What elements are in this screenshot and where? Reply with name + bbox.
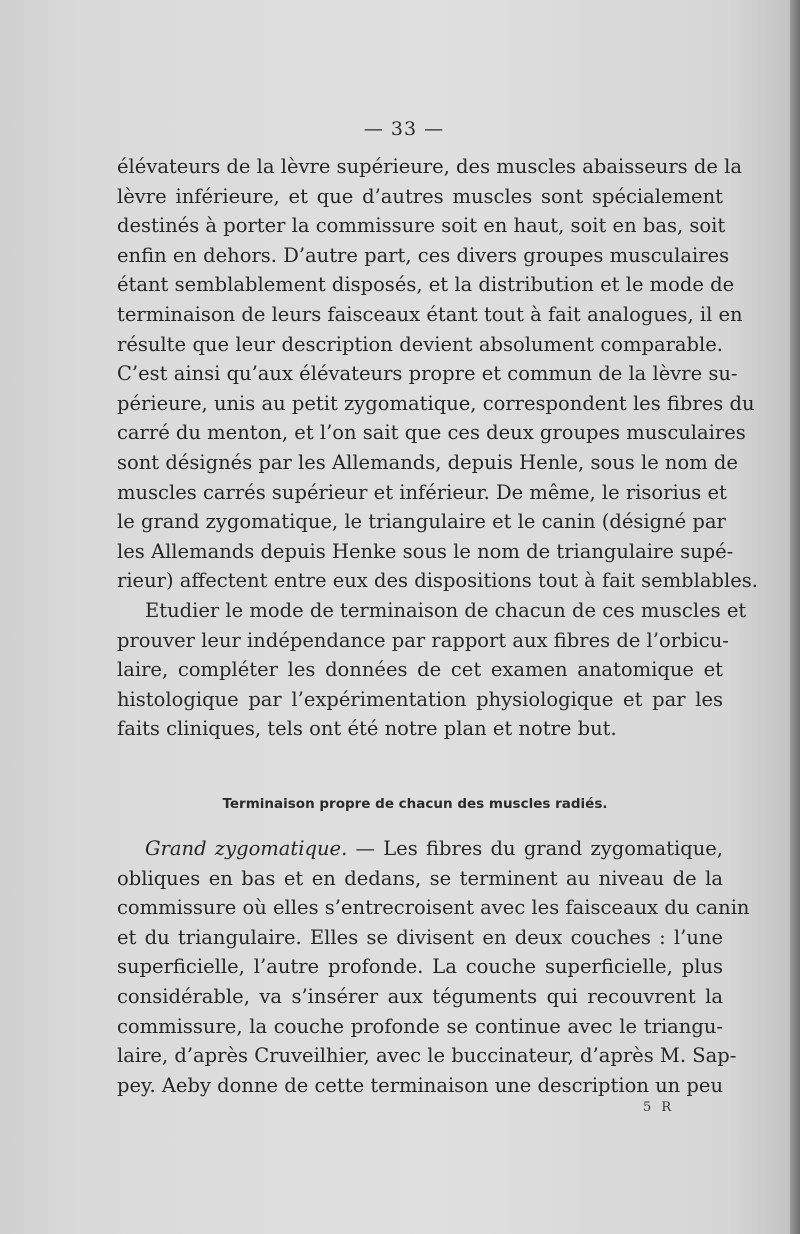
text-line: enfin en dehors. D’autre part, ces divers groupes musculaires xyxy=(117,243,730,267)
text-line: obliques en bas et en dedans, se terminent au niveau de la xyxy=(117,866,723,890)
page-number: — 33 — xyxy=(363,118,445,140)
text-line: périeure, unis au petit zygomatique, correspondent les fibres du xyxy=(117,391,755,415)
signature-mark: 5 R xyxy=(643,1100,675,1115)
text-line: terminaison de leurs faisceaux étant tout à fait analogues, il en xyxy=(117,302,743,326)
text-line: résulte que leur description devient absolument comparable. xyxy=(117,332,723,356)
text-line: commissure où elles s’entrecroisent avec les faisceaux du canin xyxy=(117,896,750,920)
text-line: laire, d’après Cruveilhier, avec le buccinateur, d’après M. Sap- xyxy=(117,1044,737,1068)
text-line: commissure, la couche profonde se continue avec le triangu- xyxy=(117,1014,723,1038)
italic-lead: Grand zygomatique. xyxy=(145,837,348,860)
text-line: élévateurs de la lèvre supérieure, des muscles abaisseurs de la xyxy=(117,155,742,178)
text-line: C’est ainsi qu’aux élévateurs propre et commun de la lèvre su- xyxy=(117,362,738,386)
paragraph-intro xyxy=(117,152,758,744)
text-line: carré du menton, et l’on sait que ces deux groupes musculaires xyxy=(117,421,746,445)
text-line-lead xyxy=(117,834,723,864)
text-line: et du triangulaire. Elles se divisent en deux couches : l’une xyxy=(117,925,723,949)
text-line: sont désignés par les Allemands, depuis Henle, sous le nom de xyxy=(117,450,738,474)
text-line: considérable, va s’insérer aux téguments qui recouvrent la xyxy=(117,984,723,1008)
text-line: prouver leur indépendance par rapport aux fibres de l’orbicu- xyxy=(117,628,729,652)
text-line: le grand zygomatique, le triangulaire et le canin (désigné par xyxy=(117,510,726,534)
text-line: rieur) affectent entre eux des dispositions tout à fait semblables. xyxy=(117,569,758,593)
text-line: faits cliniques, tels ont été notre plan et notre but. xyxy=(117,717,617,741)
text-line: destinés à porter la commissure soit en haut, soit en bas, soit xyxy=(117,214,726,238)
paragraph-grand-zygomatique xyxy=(117,834,750,1100)
text-line: histologique par l’expérimentation physiologique et par les xyxy=(117,687,723,711)
text-line: étant semblablement disposés, et la distribution et le mode de xyxy=(117,273,735,297)
text-line: superficielle, l’autre profonde. La couche superficielle, plus xyxy=(117,955,723,979)
page-edge-shadow xyxy=(790,0,800,1234)
section-heading: Terminaison propre de chacun des muscles radiés. xyxy=(222,796,608,812)
text-line: pey. Aeby donne de cette terminaison une description un peu xyxy=(117,1073,724,1097)
text-line: muscles carrés supérieur et inférieur. De même, le risorius et xyxy=(117,480,727,504)
text-line: Etudier le mode de terminaison de chacun de ces muscles et xyxy=(145,598,747,622)
text-line: les Allemands depuis Henke sous le nom de triangulaire supé- xyxy=(117,539,734,563)
text-line: laire, compléter les données de cet examen anatomique et xyxy=(117,658,723,682)
lead-rest: — Les fibres du grand zygomatique, xyxy=(347,837,723,860)
text-line: lèvre inférieure, et que d’autres muscles sont spécialement xyxy=(117,184,723,208)
